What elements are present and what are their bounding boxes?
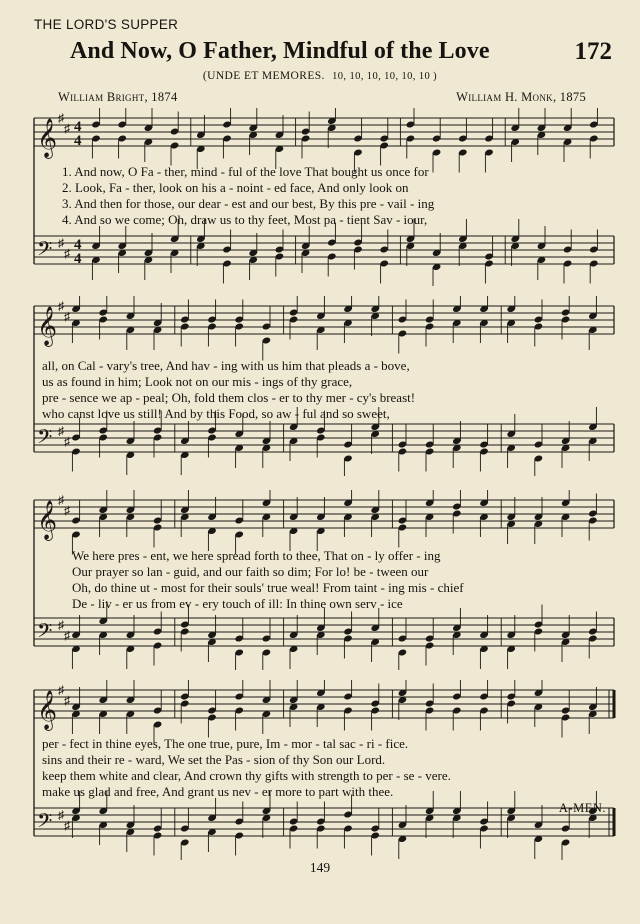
bass-clef-icon: 𝄢	[37, 619, 53, 647]
sharp-icon: ♯	[58, 618, 64, 632]
lyric-line-verse-4: who canst love us still! And by this Food, so aw - ful and so sweet,	[42, 406, 390, 421]
hymn-title: And Now, O Father, Mindful of the Love	[70, 38, 490, 64]
sharp-icon: ♯	[58, 683, 64, 697]
meter: 10, 10, 10, 10, 10, 10 )	[332, 71, 438, 82]
time-signature: 4	[74, 133, 82, 149]
treble-clef-icon: 𝄞	[37, 118, 58, 158]
sharp-icon: ♯	[64, 503, 70, 518]
sharp-icon: ♯	[58, 236, 64, 250]
lyric-line-verse-2: us as found in him; Look not on our mis - ings of thy grace,	[42, 374, 353, 389]
music-system-4	[0, 680, 640, 860]
sharp-icon: ♯	[58, 808, 64, 822]
sharp-icon: ♯	[64, 121, 70, 136]
tune-name: (UNDE ET MEMORES.	[202, 70, 325, 82]
sharp-icon: ♯	[64, 309, 70, 324]
words-credit: William Bright, 1874	[58, 90, 178, 104]
bass-staff	[34, 236, 614, 264]
bass-clef-icon: 𝄢	[37, 237, 53, 265]
music-system-2	[0, 296, 640, 476]
section-heading: THE LORD'S SUPPER	[34, 17, 179, 32]
bass-clef-icon: 𝄢	[37, 425, 53, 453]
lyric-line-verse-1: We here pres - ent, we here spread forth to thee, That on - ly offer - ing	[72, 548, 441, 563]
sharp-icon: ♯	[58, 493, 64, 507]
treble-clef-icon: 𝄞	[37, 500, 58, 540]
lyric-line-verse-3: 3. And then for those, our dear - est and our best, By this pre - vail - ing	[62, 196, 435, 211]
lyric-line-verse-4: De - liv - er us from ev - ery touch of ill: In thine own serv - ice	[72, 596, 403, 611]
lyric-line-verse-1: 1. And now, O Fa - ther, mind - ful of the love That bought us once for	[62, 164, 429, 179]
hymn-number: 172	[574, 38, 612, 65]
amen-label: A-MEN.	[558, 801, 606, 815]
sharp-icon: ♯	[64, 246, 70, 261]
lyric-line-verse-2: Our prayer so lan - guid, and our faith so dim; For lo! be - tween our	[72, 564, 429, 579]
treble-clef-icon: 𝄞	[37, 306, 58, 346]
lyric-line-verse-2: sins and their re - ward, We set the Pas - sion of thy Son our Lord.	[42, 752, 386, 767]
time-signature: 4	[74, 251, 82, 267]
music-system-1	[0, 108, 640, 286]
time-signature: 4	[74, 237, 82, 253]
lyric-line-verse-3: keep them white and clear, And crown thy gifts with strength to per - se - vere.	[42, 768, 451, 783]
music-system-3	[0, 490, 640, 670]
page-number: 149	[309, 860, 331, 875]
treble-clef-icon: 𝄞	[37, 690, 58, 730]
lyric-line-verse-1: per - fect in thine eyes, The one true, pure, Im - mor - tal sac - ri - fice.	[42, 736, 409, 751]
lyric-line-verse-1: all, on Cal - vary's tree, And hav - ing with us him that pleads a - bove,	[42, 358, 410, 373]
lyric-line-verse-4: make us glad and free, And grant us nev - er more to part with thee. A-MEN.	[42, 784, 606, 815]
sharp-icon: ♯	[64, 628, 70, 643]
lyric-line-verse-4: 4. And so we come; Oh, draw us to thy feet, Most pa - tient Sav - iour,	[62, 212, 428, 227]
lyric-line-verse-3: pre - sence we ap - peal; Oh, fold them clos - er to thy mer - cy's breast!	[42, 390, 416, 405]
bass-clef-icon: 𝄢	[37, 809, 53, 837]
sharp-icon: ♯	[64, 434, 70, 449]
lyric-line-verse-3: Oh, do thine ut - most for their souls' true weal! From taint - ing mis - chief	[72, 580, 464, 595]
treble-staff	[34, 690, 614, 718]
music-credit: William H. Monk, 1875	[456, 90, 586, 104]
sharp-icon: ♯	[58, 424, 64, 438]
time-signature: 4	[74, 119, 82, 135]
sharp-icon: ♯	[58, 111, 64, 125]
sharp-icon: ♯	[64, 693, 70, 708]
tune-and-meter	[0, 70, 640, 82]
sharp-icon: ♯	[64, 818, 70, 833]
sharp-icon: ♯	[58, 299, 64, 313]
lyric-line-verse-2: 2. Look, Fa - ther, look on his a - noint - ed face, And only look on	[62, 180, 409, 195]
